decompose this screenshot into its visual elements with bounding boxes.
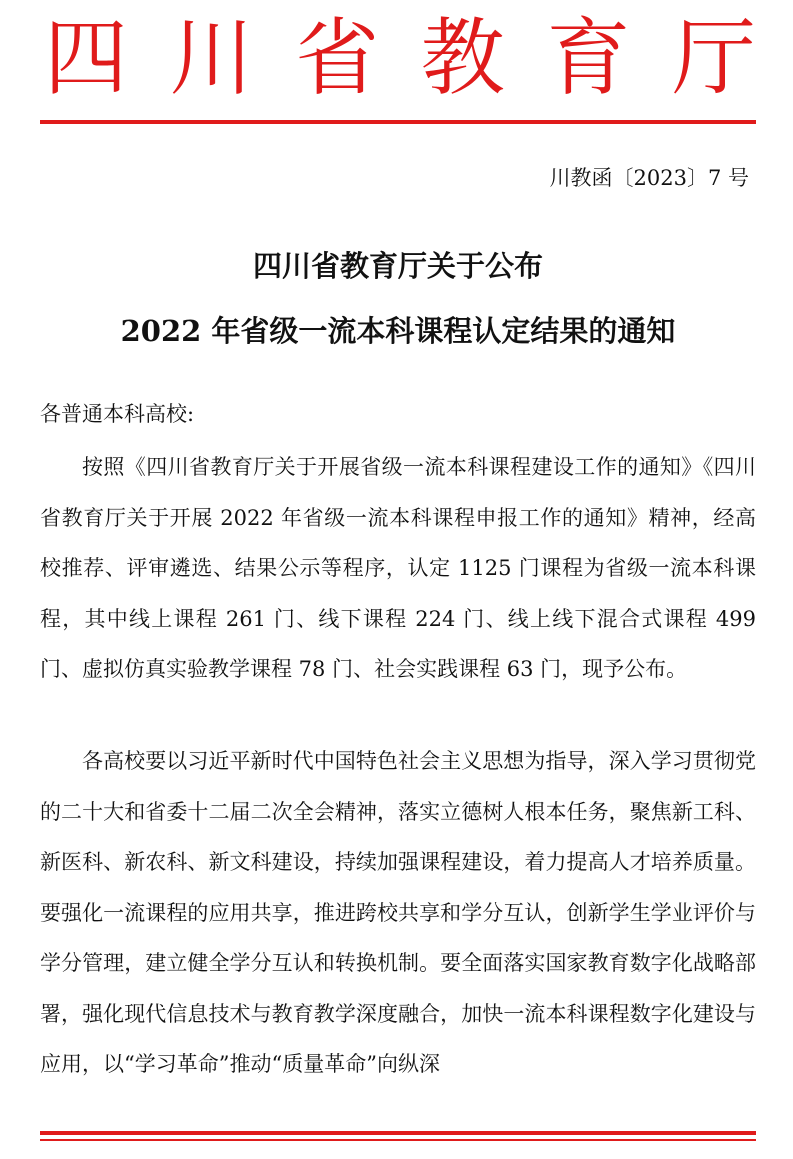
body-paragraph-2: 各高校要以习近平新时代中国特色社会主义思想为指导，深入学习贯彻党的二十大和省委十二届二次全会精神，落实立德树人根本任务，聚焦新工科、新医科、新农科、新文科建设，持续加强课程建设，着力提高人才培养质量。要强化一流课程的应用共享，推进跨校共享和学分互认，创新学生学业评价与学分管理，建立健全学分互认和转换机制。要全面落实国家教育数字化战略部署，强化现代信息技术与教育教学深度融合，加快一流本科课程数字化建设与应用，以“学习革命”推动“质量革命”向纵深 bbox=[40, 749, 756, 1076]
masthead-title bbox=[44, 8, 756, 108]
body-paragraph-1: 按照《四川省教育厅关于开展省级一流本科课程建设工作的通知》《四川省教育厅关于开展 2022 年省级一流本科课程申报工作的通知》精神，经高校推荐、评审遴选、结果公示等程序，认定 1125 门课程为省级一流本科课程，其中线上课程 261 门、线下课程 224 门、线上线下混合式课程 499 门、虚拟仿真实验教学课程 78 门、社会实践课程 63 门，现予公布。 bbox=[40, 455, 756, 681]
document-number: 川教函〔2023〕7 号 bbox=[549, 166, 749, 190]
footer-red-divider-thin bbox=[40, 1139, 756, 1141]
masthead-red-divider bbox=[40, 120, 756, 124]
masthead-char: 教 bbox=[420, 9, 505, 107]
masthead-char: 省 bbox=[295, 9, 380, 107]
title-line-1: 四川省教育厅关于公布 bbox=[252, 249, 543, 283]
footer-red-divider-thick bbox=[40, 1131, 756, 1135]
masthead-char: 育 bbox=[546, 9, 631, 107]
masthead-char: 川 bbox=[169, 9, 254, 107]
salutation: 各普通本科高校: bbox=[40, 402, 195, 426]
masthead-char: 厅 bbox=[671, 9, 756, 107]
masthead-char: 四 bbox=[44, 9, 129, 107]
title-line-2: 2022 年省级一流本科课程认定结果的通知 bbox=[120, 314, 676, 348]
